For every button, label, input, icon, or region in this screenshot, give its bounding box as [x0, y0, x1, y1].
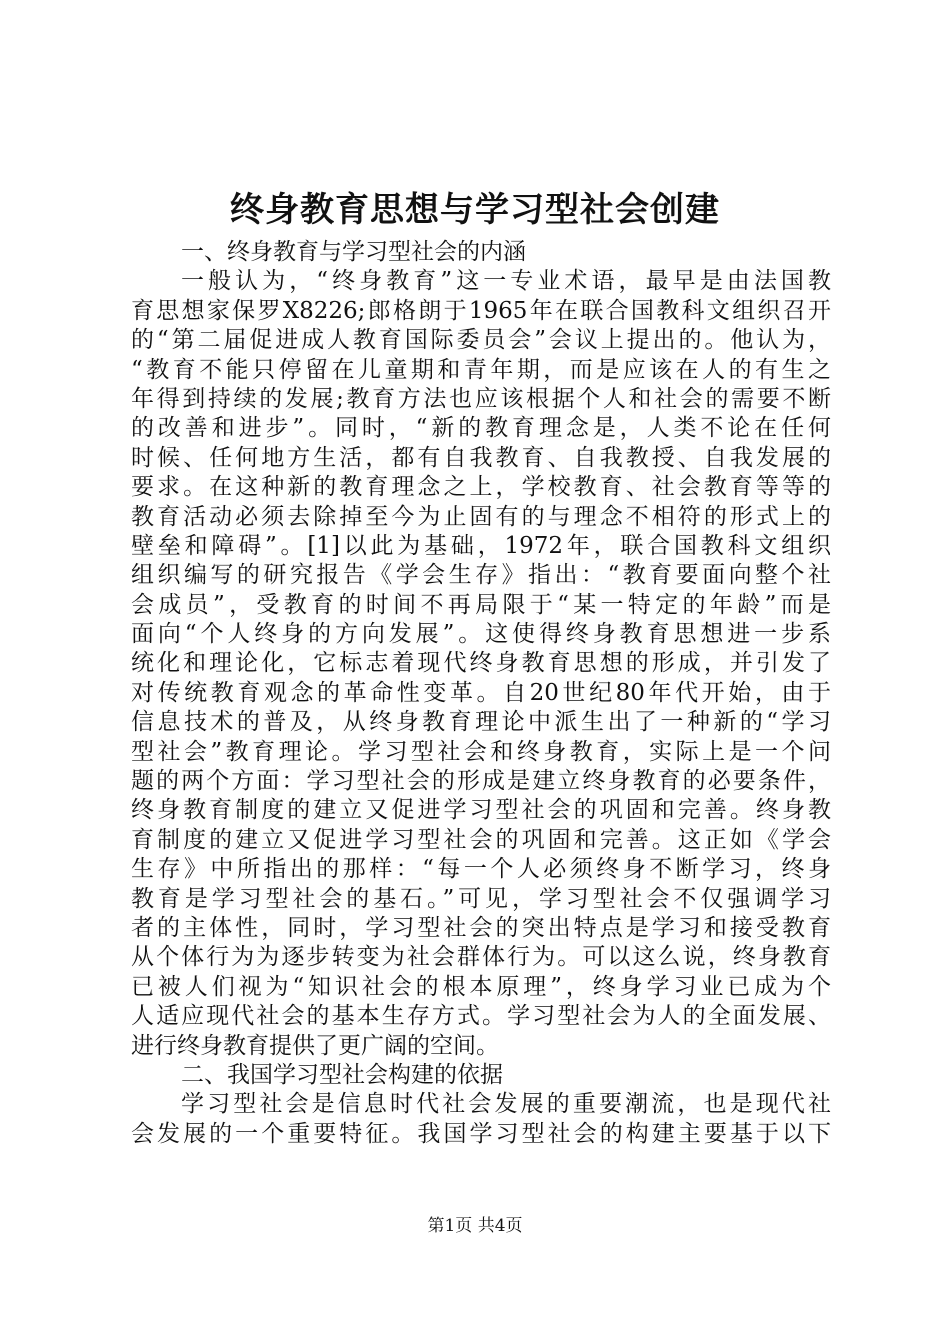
document-title: 终身教育思想与学习型社会创建 [230, 190, 720, 230]
paragraph-line: 生存》中所指出的那样：“每一个人必须终身不断学习，终身 [131, 856, 831, 883]
paragraph-line: 教育活动必须去除掉至今为止固有的与理念不相符的形式上的 [131, 503, 831, 530]
paragraph-line: 型社会”教育理论。学习型社会和终身教育，实际上是一个问 [131, 738, 831, 765]
paragraph-line: 的改善和进步”。同时，“新的教育理念是，人类不论在任何 [131, 415, 831, 442]
paragraph-line: 教育是学习型社会的基石。”可见，学习型社会不仅强调学习 [131, 885, 831, 912]
paragraph-line: 对传统教育观念的革命性变革。自20世纪80年代开始，由于 [131, 679, 831, 706]
paragraph-line: 组织编写的研究报告《学会生存》指出：“教育要面向整个社 [131, 562, 831, 589]
paragraph-line: 从个体行为为逐步转变为社会群体行为。可以这么说，终身教育 [131, 944, 831, 971]
paragraph-line: 学习型社会是信息时代社会发展的重要潮流，也是现代社 [181, 1091, 831, 1118]
paragraph-line: 已被人们视为“知识社会的根本原理”，终身学习业已成为个 [131, 973, 831, 1000]
paragraph-line: 人适应现代社会的基本生存方式。学习型社会为人的全面发展、 [131, 1003, 831, 1030]
paragraph-line: 会成员”，受教育的时间不再局限于“某一特定的年龄”而是 [131, 591, 831, 618]
paragraph-line: 的“第二届促进成人教育国际委员会”会议上提出的。他认为， [131, 327, 831, 354]
paragraph-line: 育制度的建立又促进学习型社会的巩固和完善。这正如《学会 [131, 826, 831, 853]
paragraph-line: “教育不能只停留在儿童期和青年期，而是应该在人的有生之 [131, 356, 831, 383]
paragraph-line: 年得到持续的发展;教育方法也应该根据个人和社会的需要不断 [131, 385, 831, 412]
paragraph-line: 者的主体性，同时，学习型社会的突出特点是学习和接受教育 [131, 914, 831, 941]
paragraph-line: 一般认为，“终身教育”这一专业术语，最早是由法国教 [181, 268, 831, 295]
paragraph-line: 要求。在这种新的教育理念之上，学校教育、社会教育等等的 [131, 474, 831, 501]
paragraph-line: 育思想家保罗X8226;郎格朗于1965年在联合国教科文组织召开 [131, 297, 831, 324]
section-heading-2: 二、我国学习型社会构建的依据 [181, 1061, 503, 1088]
paragraph-line: 终身教育制度的建立又促进学习型社会的巩固和完善。终身教 [131, 797, 831, 824]
page-footer: 第1页 共4页 [427, 1216, 523, 1236]
paragraph-line: 时候、任何地方生活，都有自我教育、自我教授、自我发展的 [131, 444, 831, 471]
paragraph-line: 进行终身教育提供了更广阔的空间。 [131, 1032, 499, 1059]
paragraph-line: 面向“个人终身的方向发展”。这使得终身教育思想进一步系 [131, 621, 831, 648]
paragraph-line: 壁垒和障碍”。[1]以此为基础，1972年，联合国教科文组织 [131, 532, 831, 559]
paragraph-line: 题的两个方面：学习型社会的形成是建立终身教育的必要条件， [131, 768, 831, 795]
document-body [131, 238, 831, 1149]
section-heading-1: 一、终身教育与学习型社会的内涵 [181, 239, 526, 265]
paragraph-line: 统化和理论化，它标志着现代终身教育思想的形成，并引发了 [131, 650, 831, 677]
paragraph-line: 信息技术的普及，从终身教育理论中派生出了一种新的“学习 [131, 709, 831, 736]
paragraph-line: 会发展的一个重要特征。我国学习型社会的构建主要基于以下 [131, 1120, 831, 1147]
